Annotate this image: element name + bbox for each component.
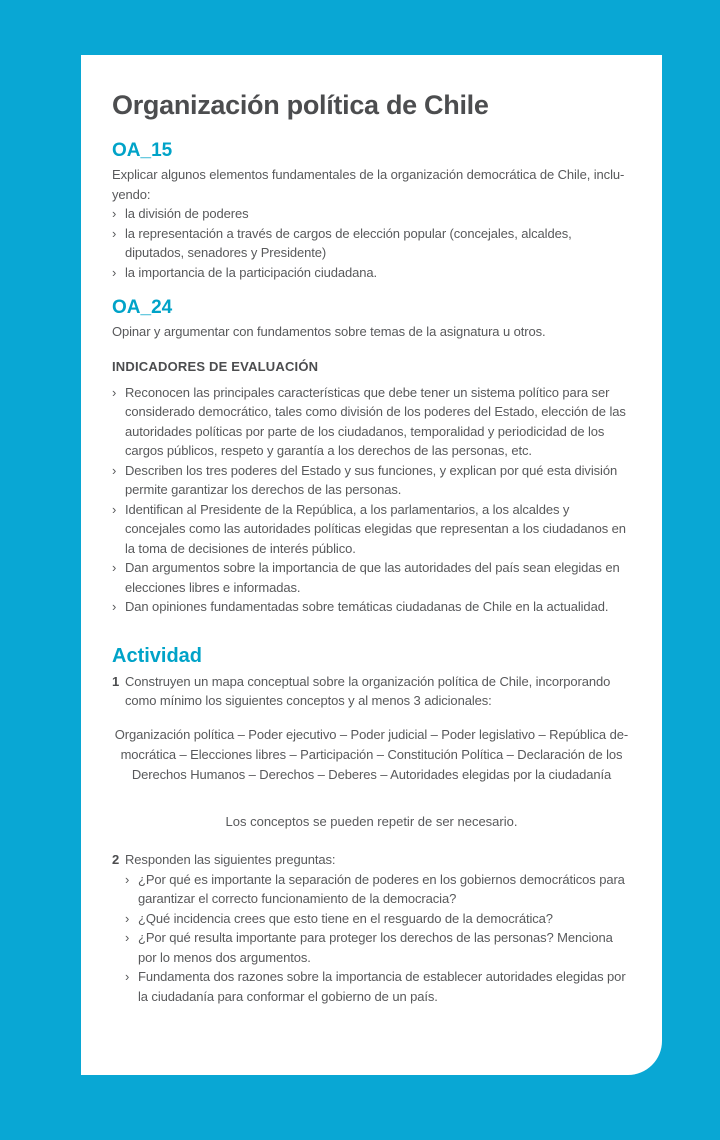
chevron-bullet-icon: › [125, 969, 130, 984]
actividad-item-2 [112, 850, 631, 1006]
item-2-text: Responden las siguientes preguntas: [125, 852, 336, 867]
item-2-bullet-3-text: ¿Por qué resulta importante para proteger los derechos de las personas? Menciona por lo menos dos argumentos. [138, 930, 613, 965]
oa15-bullet-2 [112, 224, 631, 263]
chevron-bullet-icon: › [125, 930, 130, 945]
oa15-bullet-2-text: la representación a través de cargos de elección popular (concejales, alcaldes, diputados, senadores y Presidente) [125, 225, 572, 260]
indicador-2 [112, 461, 631, 500]
section-actividad [112, 646, 631, 1007]
item-2-bullet-4-text: Fundamenta dos razones sobre la importancia de establecer autoridades elegidas por la ciudadanía para conformar el gobierno de un país. [138, 969, 626, 1004]
oa15-bullet-3 [112, 263, 631, 283]
item-2-bullet-1-text: ¿Por qué es importante la separación de poderes en los gobiernos democráticos para garantizar el correcto funcionamiento de la democracia? [138, 871, 625, 906]
item-2-bullet-3 [125, 928, 631, 967]
indicador-5 [112, 597, 631, 617]
indicador-3 [112, 500, 631, 559]
item-1-number: 1 [112, 673, 120, 689]
actividad-item-1 [112, 672, 631, 711]
oa15-intro: Explicar algunos elementos fundamentales de la organización democrática de Chile, incluyendo: [112, 167, 625, 202]
chevron-bullet-icon: › [112, 225, 117, 241]
chevron-bullet-icon: › [112, 501, 117, 517]
indicador-4 [112, 558, 631, 597]
chevron-bullet-icon: › [125, 871, 130, 887]
chevron-bullet-icon: › [125, 910, 130, 926]
item-2-bullet-1 [125, 870, 631, 909]
indicadores-heading: INDICADORES DE EVALUACIÓN [112, 358, 319, 374]
item-1-text: Construyen un mapa conceptual sobre la organización política de Chile, incorporando como mínimo los siguientes conceptos y al menos 3 adicionales: [125, 673, 611, 708]
indicador-5-text: Dan opiniones fundamentadas sobre temáticas ciudadanas de Chile en la actualidad. [125, 599, 609, 614]
page-title: Organización política de Chile [112, 90, 489, 120]
section-indicadores [112, 359, 631, 617]
section-oa24 [112, 298, 631, 342]
content-card [81, 55, 662, 1075]
indicador-2-text: Describen los tres poderes del Estado y sus funciones, y explican por qué esta división permite garantizar los derechos de las personas. [125, 462, 618, 497]
indicador-3-text: Identifican al Presidente de la República, a los parlamentarios, a los alcaldes y concejales como las autoridades políticas elegidas que representan a los ciudadanos en la toma de decisiones de interés público. [125, 501, 626, 556]
oa24-heading: OA_24 [112, 297, 173, 318]
indicador-4-text: Dan argumentos sobre la importancia de que las autoridades del país sean elegidas en elecciones libres e informadas. [125, 560, 620, 595]
chevron-bullet-icon: › [112, 264, 117, 280]
section-oa15 [112, 141, 631, 282]
chevron-bullet-icon: › [112, 206, 117, 221]
item-2-bullet-2 [125, 909, 631, 929]
oa15-heading: OA_15 [112, 140, 173, 161]
item-2-number: 2 [112, 852, 120, 867]
oa15-bullet-1 [112, 204, 631, 224]
item-2-bullet-2-text: ¿Qué incidencia crees que esto tiene en el resguardo de la democrática? [138, 910, 553, 926]
oa15-bullet-3-text: la importancia de la participación ciudadana. [125, 264, 378, 280]
oa15-bullet-1-text: la división de poderes [125, 206, 249, 221]
chevron-bullet-icon: › [112, 462, 117, 478]
indicador-1 [112, 383, 631, 461]
concept-list: Organización política – Poder ejecutivo – Poder judicial – Poder legislativo – República democrática – Elecciones libres – Participación – Constitución Política – Declaración de los Derechos Humanos – Derechos – Deberes – Autoridades elegidas por la ciudadanía [114, 726, 629, 782]
chevron-bullet-icon: › [112, 599, 117, 614]
oa24-intro: Opinar y argumentar con fundamentos sobre temas de la asignatura u otros. [112, 324, 546, 339]
item-2-bullet-4 [125, 967, 631, 1006]
concepts-note: Los conceptos se pueden repetir de ser necesario. [225, 813, 518, 829]
actividad-heading: Actividad [112, 644, 203, 667]
indicador-1-text: Reconocen las principales características que debe tener un sistema político para ser considerado democrático, tales como división de los poderes del Estado, elección de las autoridades políticas por parte de los ciudadanos, temporalidad y periodicidad de los cargos públicos, respeto y garantía a los derechos de las personas, etc. [125, 384, 626, 458]
chevron-bullet-icon: › [112, 384, 117, 400]
chevron-bullet-icon: › [112, 560, 117, 575]
